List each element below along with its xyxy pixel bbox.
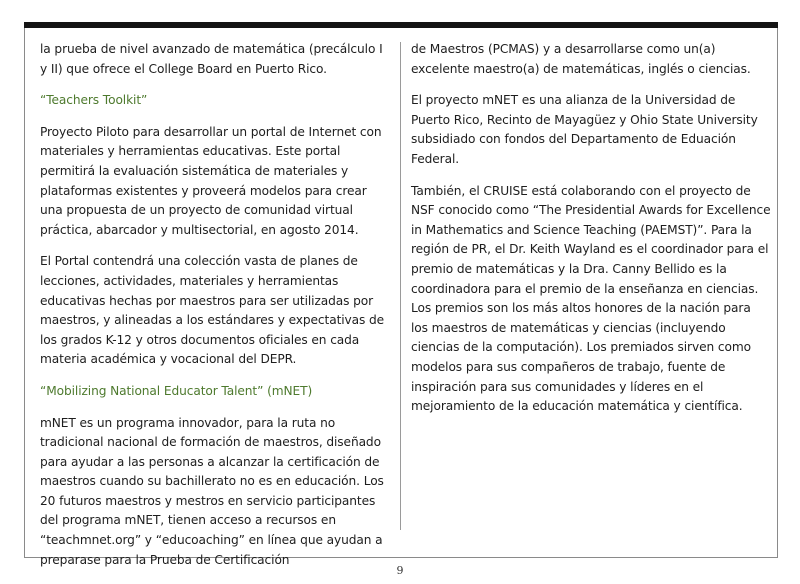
- column-divider: [400, 42, 401, 530]
- left-paragraph-3: El Portal contendrá una colección vasta de planes de lecciones, actividades, materiales y herramientas educativas hechas por maestros para ser utilizadas por maestros, y alineadas a los estándares y expectativas de los grados K-12 y otros documentos oficiales en cada materia académica y vocacional del DEPR.: [40, 254, 385, 367]
- left-paragraph-1: la prueba de nivel avanzado de matemática (precálculo I y II) que ofrece el College Board en Puerto Rico.: [40, 42, 383, 76]
- left-paragraph-4: mNET es un programa innovador, para la ruta no tradicional nacional de formación de maestros, diseñado para ayudar a las personas a alcanzar la certificación de maestros cuando su bachillerato no es en educación. Los 20 futuros maestros y mestros en servicio participantes del programa mNET, tienen acceso a recursos en “teachmnet.org” y “educoaching” en línea que ayudan a preparase para la Prueba de Certificación: [40, 415, 384, 567]
- right-paragraph-3: También, el CRUISE está colaborando con el proyecto de NSF conocido como “The Presidential Awards for Excellence in Mathematics and Science Teaching (PAEMST)”. Para la región de PR, el Dr. Keith Wayland es el coordinador para el premio de matemáticas y la Dra. Canny Bellido es la coordinadora para el premio de la enseñanza en ciencias. Los premios son los más altos honores de la nación para los maestros de matemáticas y ciencias (incluyendo ciencias de la computación). Los premiados sirven como modelos para sus compañeros de trabajo, fuente de inspiración para sus comunidades y líderes en el mejoramiento de la educación matemática y científica.: [411, 183, 771, 414]
- right-column: [411, 40, 771, 429]
- right-paragraph-1: de Maestros (PCMAS) y a desarrollarse como un(a) excelente maestro(a) de matemáticas, inglés o ciencias.: [411, 42, 751, 76]
- left-paragraph-2: Proyecto Piloto para desarrollar un portal de Internet con materiales y herramientas educativas. Este portal permitirá la evaluación sistemática de materiales y plataformas existentes y proveerá modelos para crear una propuesta de un proyecto de comunidad virtual práctica, abarcador y multisectorial, en agosto 2014.: [40, 124, 382, 237]
- right-paragraph-2: El proyecto mNET es una alianza de la Universidad de Puerto Rico, Recinto de Mayagüez y Ohio State University subsidiado con fondos del Departamento de Eduación Federal.: [411, 93, 758, 166]
- page-number: 9: [396, 564, 404, 577]
- left-column: [40, 40, 390, 582]
- section-heading-teachers-toolkit: “Teachers Toolkit”: [40, 93, 148, 108]
- section-heading-mnet: “Mobilizing National Educator Talent” (mNET): [40, 383, 313, 398]
